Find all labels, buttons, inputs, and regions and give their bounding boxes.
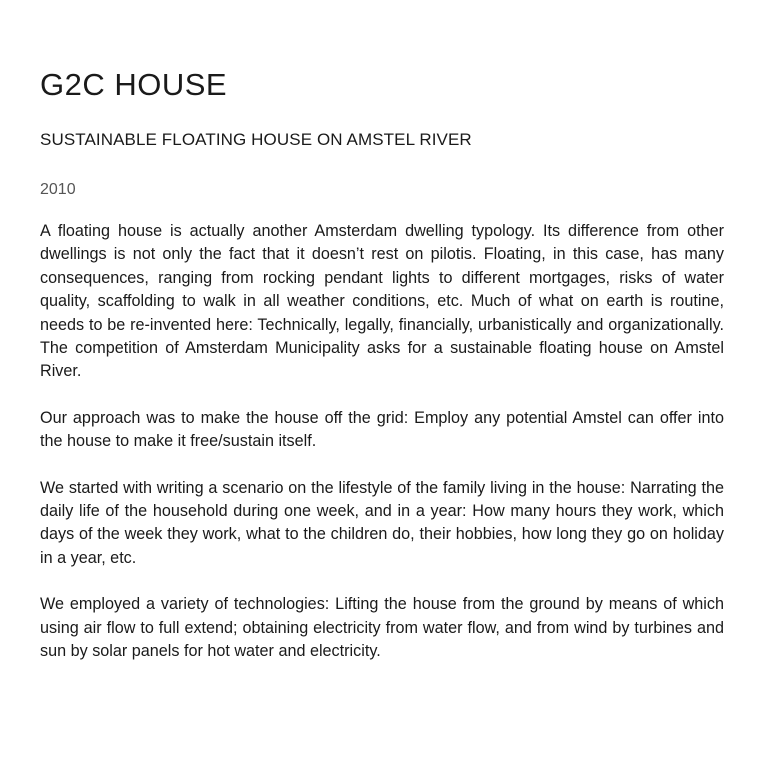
paragraph-approach: Our approach was to make the house off the grid: Employ any potential Amstel can offer into the house to make it free/sustain itself.: [40, 408, 724, 451]
paragraph-scenario: We started with writing a scenario on the lifestyle of the family living in the house: Narrating the daily life of the household during one week, and in a year: How many hours they work, which days of the week they work, what to the children do, their hobbies, how long they go on holiday in a year, etc.: [40, 478, 724, 567]
paragraph-intro: A floating house is actually another Amsterdam dwelling typology. Its difference from other dwellings is not only the fact that it doesn’t rest on pilotis. Floating, in this case, has many consequences, ranging from rocking pendant lights to different mortgages, risks of water quality, scaffolding to walk in all weather conditions, etc. Much of what on earth is routine, needs to be re-invented here: Technically, legally, financially, urbanistically and organizationally. The competition of Amsterdam Municipality asks for a sustainable floating house on Amstel River.: [40, 222, 724, 381]
project-year: 2010: [40, 181, 76, 198]
page-title: G2C HOUSE: [40, 67, 228, 102]
document-page: [40, 66, 724, 664]
paragraph-technologies: We employed a variety of technologies: Lifting the house from the ground by means of which using air flow to full extend; obtaining electricity from water flow, and from wind by turbines and sun by solar panels for hot water and electricity.: [40, 595, 724, 661]
page-subtitle: SUSTAINABLE FLOATING HOUSE ON AMSTEL RIVER: [40, 130, 472, 149]
